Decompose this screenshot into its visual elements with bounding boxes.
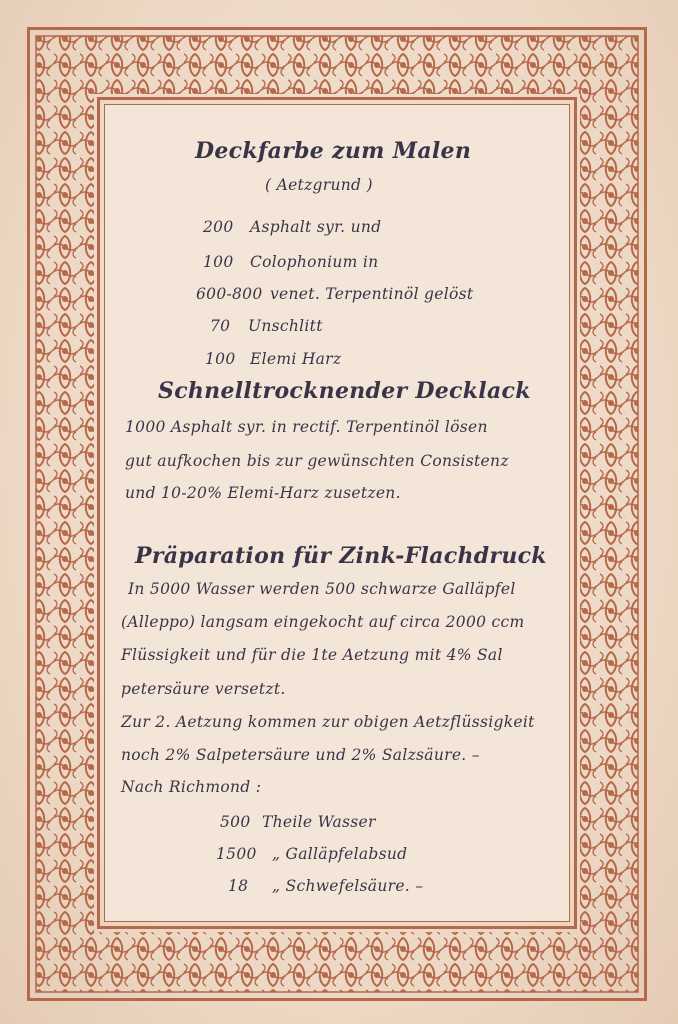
s1-item3-text: venet. Terpentinöl gelöst (270, 285, 474, 303)
s1-item1-text: Asphalt syr. und (250, 218, 382, 236)
s3-line4: petersäure versetzt. (121, 680, 286, 698)
s3-line2: (Alleppo) langsam eingekocht auf circa 2000 ccm (121, 613, 525, 631)
section1-subtitle: ( Aetzgrund ) (265, 176, 373, 194)
s1-item3-qty: 600-800 (196, 285, 263, 303)
s2-line2: gut aufkochen bis zur gewünschten Consistenz (125, 452, 509, 470)
s3-recipe1-text: Theile Wasser (262, 813, 376, 831)
s1-item1-qty: 200 (203, 218, 234, 236)
s2-line1: 1000 Asphalt syr. in rectif. Terpentinöl lösen (125, 418, 488, 436)
s1-item2-text: Colophonium in (250, 253, 379, 271)
s3-line3: Flüssigkeit und für die 1te Aetzung mit 4% Sal (121, 646, 503, 664)
s2-line3: und 10-20% Elemi-Harz zusetzen. (125, 484, 401, 502)
s3-recipe3-text: „ Schwefelsäure. – (272, 877, 424, 895)
s1-item5-qty: 100 (205, 350, 236, 368)
s3-recipe2-text: „ Galläpfelabsud (272, 845, 408, 863)
s3-recipe2-qty: 1500 (216, 845, 257, 863)
section2-title: Schnelltrocknender Decklack (158, 378, 531, 404)
s3-line1: In 5000 Wasser werden 500 schwarze Galläpfel (128, 580, 516, 598)
s3-recipe1-qty: 500 (220, 813, 251, 831)
section1-title: Deckfarbe zum Malen (195, 138, 472, 164)
s1-item4-qty: 70 (210, 317, 231, 335)
s3-line6: noch 2% Salpetersäure und 2% Salzsäure. – (121, 746, 480, 764)
s3-line7: Nach Richmond : (121, 778, 262, 796)
s3-recipe3-qty: 18 (228, 877, 249, 895)
s1-item5-text: Elemi Harz (250, 350, 342, 368)
s1-item2-qty: 100 (203, 253, 234, 271)
section3-title: Präparation für Zink-Flachdruck (135, 543, 547, 569)
s1-item4-text: Unschlitt (248, 317, 323, 335)
s3-line5: Zur 2. Aetzung kommen zur obigen Aetzflüssigkeit (121, 713, 535, 731)
